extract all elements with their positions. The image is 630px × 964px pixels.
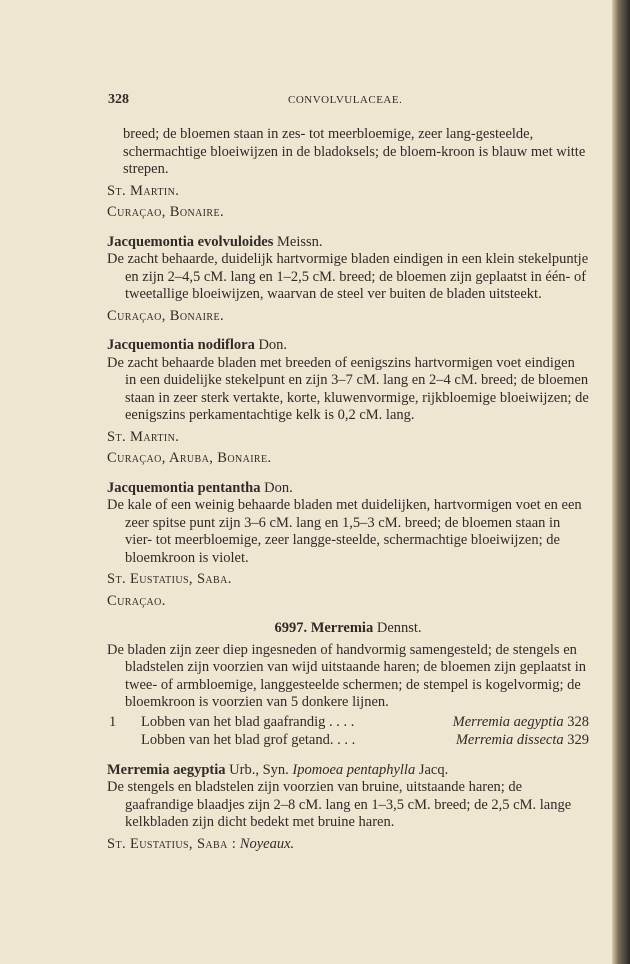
species-author: Don. xyxy=(258,337,288,353)
key-line xyxy=(107,732,589,750)
species-description: De zacht behaarde, duidelijk hartvormige bladen eindigen in een klein stekelpuntje en zijn 2–4,5 cM. lang en 1–2,5 cM. breed; de bloemen zijn geplaatst in één- of tweetallige bloeiwijzen, waarvan de steel ver buiten de bladen uitsteekt. xyxy=(107,251,589,302)
species-description: De stengels en bladstelen zijn voorzien van bruine, uitstaande haren; de gaafrandige blaadjes zijn 2–8 cM. lang en 1–3,5 cM. breed; de 2,5 cM. lange kelkbladen zijn dicht bedekt met bruine haren. xyxy=(107,779,572,830)
species-heading xyxy=(107,762,589,780)
location-line: Curaçao, Aruba, Bonaire. xyxy=(107,450,272,466)
species-author: Urb., Syn. xyxy=(229,761,289,778)
genus-number: 6997. xyxy=(274,620,308,636)
species-heading xyxy=(107,234,589,252)
location-line xyxy=(107,836,589,854)
location-line: Curaçao, Bonaire. xyxy=(107,307,225,324)
page-content xyxy=(107,126,589,853)
key-target xyxy=(456,732,589,750)
synonym-author: Jacq. xyxy=(418,761,449,778)
species-author: Don. xyxy=(264,479,293,496)
species-entry xyxy=(107,234,589,326)
key-target-name: Merremia aegyptia xyxy=(452,713,564,730)
key-text: Lobben van het blad gaafrandig . . . . xyxy=(141,713,355,730)
key-text: Lobben van het blad grof getand. . . . xyxy=(141,731,356,748)
genus-author: Dennst. xyxy=(376,620,422,636)
species-name: Merremia aegyptia xyxy=(107,761,226,778)
book-binding-edge xyxy=(612,0,630,964)
species-synonym: Ipomoea pentaphylla xyxy=(292,761,416,778)
genus-description: De bladen zijn zeer diep ingesneden of handvormig samengesteld; de stengels en bladstelen zijn voorzien van wijd uitstaande haren; de bloemen zijn geplaatst in twee- of armbloemige, langgesteelde schermen; de stempel is kogelvormig; de bloemkroon is voorzien van 5 donkere lijnen. xyxy=(107,641,587,710)
key-line xyxy=(107,714,589,732)
species-name: Jacquemontia evolvuloides xyxy=(107,233,274,250)
location-islands: St. Eustatius, Saba : xyxy=(107,835,237,852)
intro-paragraph: breed; de bloemen staan in zes- tot meerbloemige, zeer lang-gesteelde, schermachtige bloeiwijzen in de bladoksels; de bloem-kroon is blauw met witte strepen. xyxy=(123,126,586,177)
species-description: De kale of een weinig behaarde bladen met duidelijken, hartvormigen voet en een zeer spitse punt zijn 3–6 cM. lang en 1,5–3 cM. breed; de bloemen staan in vier- tot meerbloemige, zeer langge-steelde, schermachtige bloeiwijzen; de bloemkroon is violet. xyxy=(107,497,582,566)
key-target-name: Merremia dissecta xyxy=(455,731,564,748)
species-description: De zacht behaarde bladen met breeden of eenigszins hartvormigen voet eindigen in een duidelijke stekelpunt en zijn 3–7 cM. lang en 2–4 cM. breed; de bloemen staan in zeer sterk vertakte, korte, kluwenvormige, rijkbloemige bloeiwijzen; de eenigszins perkamentachtige kelk is 0,2 cM. lang. xyxy=(107,354,589,423)
running-head: CONVOLVULACEAE. xyxy=(288,94,403,106)
location-line: St. Eustatius, Saba. xyxy=(107,571,232,587)
key-target-page: 328 xyxy=(567,713,589,730)
location-line: Curaçao. xyxy=(107,592,166,609)
species-heading xyxy=(107,337,589,355)
location-line: Curaçao, Bonaire. xyxy=(107,204,225,220)
species-name: Jacquemontia pentantha xyxy=(107,479,261,496)
species-author: Meissn. xyxy=(276,233,323,250)
page-header xyxy=(108,92,588,114)
key-target xyxy=(453,714,589,732)
genus-name: Merremia xyxy=(310,620,374,636)
key-target-page: 329 xyxy=(567,731,589,748)
key-number: 1 xyxy=(109,713,117,730)
location-place: Noyeaux. xyxy=(239,835,295,852)
location-line: St. Martin. xyxy=(107,428,180,445)
page-number: 328 xyxy=(108,92,129,107)
species-entry xyxy=(107,337,589,468)
identification-key xyxy=(107,714,589,750)
species-entry xyxy=(107,762,589,854)
location-line: St. Martin. xyxy=(107,182,180,199)
species-name: Jacquemontia nodiflora xyxy=(107,337,255,353)
species-entry xyxy=(107,480,589,611)
genus-heading xyxy=(107,620,589,638)
species-heading xyxy=(107,480,589,498)
